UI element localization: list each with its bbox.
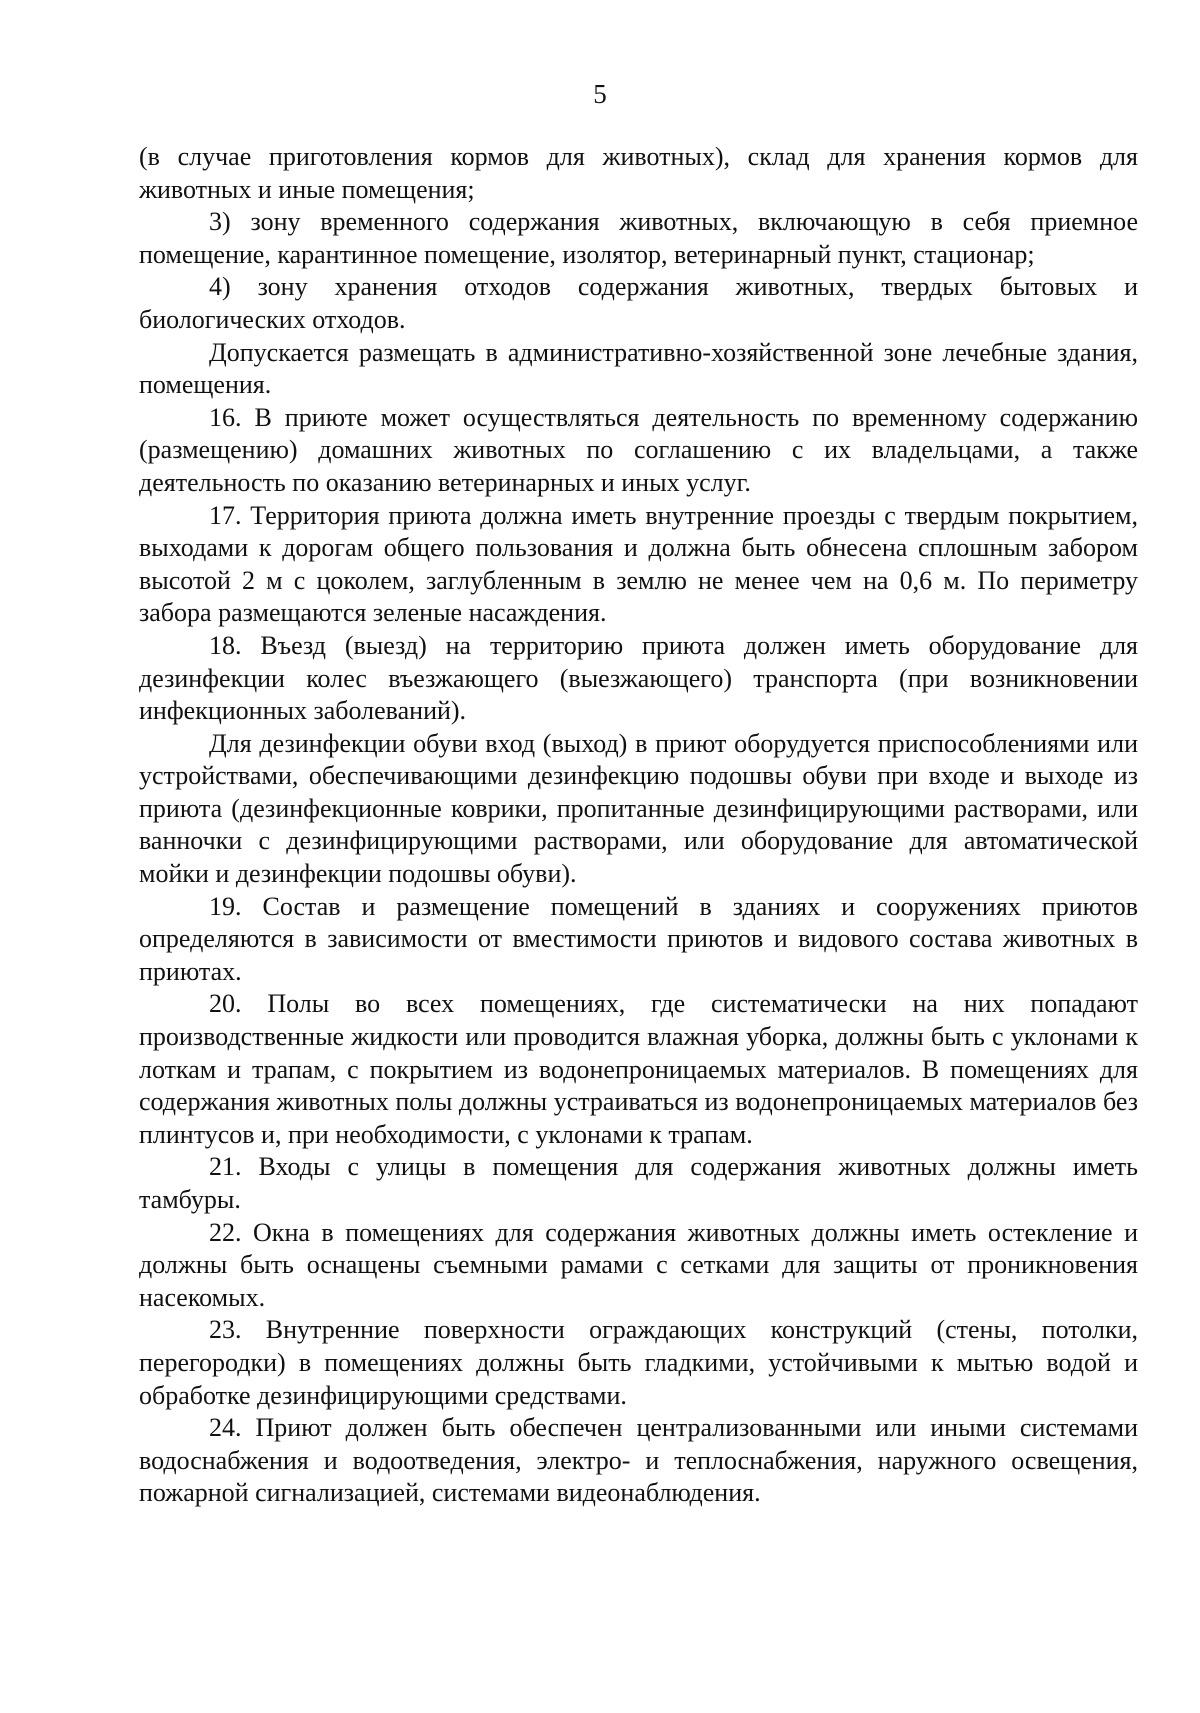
paragraph-17: 17. Территория приюта должна иметь внутренние проезды с твердым покрытием, выходами к дорогам общего пользования и должна быть обнесена сплошным забором высотой 2 м с цоколем, заглубленным в землю не менее чем на 0,6 м. По периметру забора размещаются зеленые насаждения. [139, 500, 1138, 628]
paragraph-24: 24. Приют должен быть обеспечен централизованными или иными системами водоснабжения и водоотведения, электро- и теплоснабжения, наружного освещения, пожарной сигнализацией, системами видеонаблюдения. [139, 1413, 1138, 1508]
paragraph-19: 19. Состав и размещение помещений в зданиях и сооружениях приютов определяются в зависимости от вместимости приютов и видового состава животных в приютах. [139, 891, 1138, 986]
paragraph-21: 21. Входы с улицы в помещения для содержания животных должны иметь тамбуры. [139, 1152, 1138, 1214]
paragraph-item-3: 3) зону временного содержания животных, включающую в себя приемное помещение, карантинное помещение, изолятор, ветеринарный пункт, стационар; [139, 207, 1138, 269]
paragraph-16: 16. В приюте может осуществляться деятельность по временному содержанию (размещению) домашних животных по соглашению с их владельцами, а также деятельность по оказанию ветеринарных и иных услуг. [139, 402, 1138, 497]
document-body [139, 141, 1138, 1510]
paragraph-item-4: 4) зону хранения отходов содержания животных, твердых бытовых и биологических отходов. [139, 272, 1138, 334]
paragraph-continuation: (в случае приготовления кормов для животных), склад для хранения кормов для животных и иные помещения; [139, 142, 1138, 204]
paragraph-shoe-disinfection: Для дезинфекции обуви вход (выход) в приют оборудуется приспособлениями или устройствами, обеспечивающими дезинфекцию подошвы обуви при входе и выходе из приюта (дезинфекционные коврики, пропитанные дезинфицирующими растворами, или ванночки с дезинфицирующими растворами, или оборудование для автоматической мойки и дезинфекции подошвы обуви). [139, 728, 1138, 889]
page-number: 5 [593, 79, 607, 109]
paragraph-admin-zone-note: Допускается размещать в административно-хозяйственной зоне лечебные здания, помещения. [139, 337, 1138, 400]
paragraph-22: 22. Окна в помещениях для содержания животных должны иметь остекление и должны быть оснащены съемными рамами с сетками для защиты от проникновения насекомых. [139, 1217, 1138, 1312]
paragraph-23: 23. Внутренние поверхности ограждающих конструкций (стены, потолки, перегородки) в помещениях должны быть гладкими, устойчивыми к мытью водой и обработке дезинфицирующими средствами. [139, 1315, 1138, 1410]
paragraph-20: 20. Полы во всех помещениях, где систематически на них попадают производственные жидкости или проводится влажная уборка, должны быть с уклонами к лоткам и трапам, с покрытием из водонепроницаемых материалов. В помещениях для содержания животных полы должны устраиваться из водонепроницаемых материалов без плинтусов и, при необходимости, с уклонами к трапам. [139, 989, 1138, 1149]
paragraph-18: 18. Въезд (выезд) на территорию приюта должен иметь оборудование для дезинфекции колес въезжающего (выезжающего) транспорта (при возникновении инфекционных заболеваний). [139, 630, 1138, 726]
